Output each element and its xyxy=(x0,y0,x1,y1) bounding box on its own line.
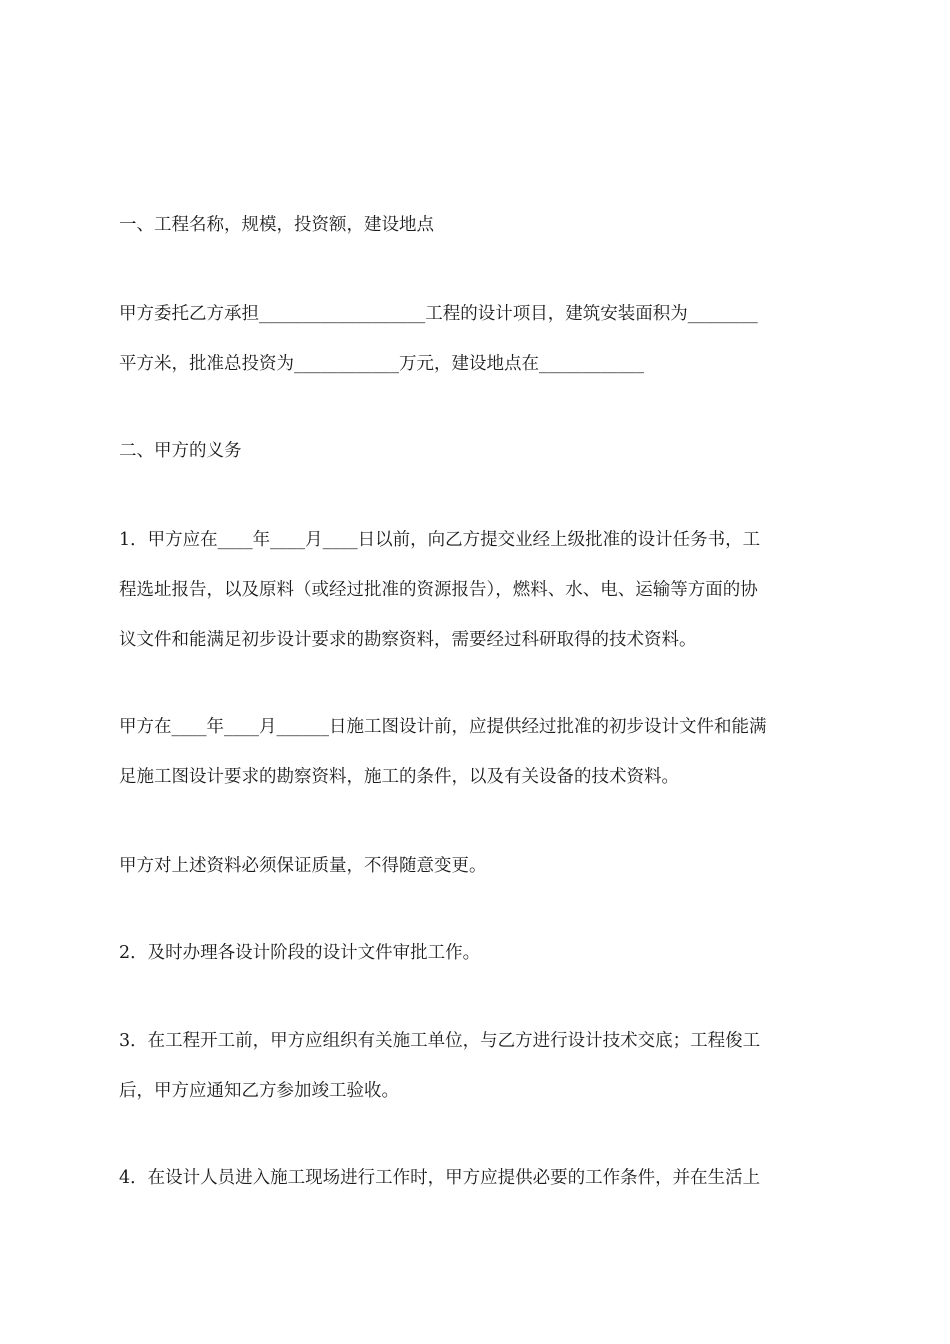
item-3-line-2: 后，甲方应通知乙方参加竣工验收。 xyxy=(119,1081,399,1101)
paragraph-2-line-2: 足施工图设计要求的勘察资料，施工的条件，以及有关设备的技术资料。 xyxy=(119,767,679,787)
paragraph-3-line-1: 甲方对上述资料必须保证质量，不得随意变更。 xyxy=(119,856,487,876)
item-2-line-1: 2．及时办理各设计阶段的设计文件审批工作。 xyxy=(119,943,481,963)
item-1-line-1: 1．甲方应在____年____月____日以前，向乙方提交业经上级批准的设计任务书，工 xyxy=(119,530,761,550)
section-2-heading: 二、甲方的义务 xyxy=(119,441,242,461)
paragraph-1-line-2: 平方米，批准总投资为____________万元，建设地点在____________ xyxy=(119,354,644,374)
item-4-line-1: 4．在设计人员进入施工现场进行工作时，甲方应提供必要的工作条件，并在生活上 xyxy=(119,1168,761,1188)
paragraph-1-line-1: 甲方委托乙方承担___________________工程的设计项目，建筑安装面积为________ xyxy=(119,304,758,324)
section-1-heading: 一、工程名称，规模，投资额，建设地点 xyxy=(119,215,434,235)
item-3-line-1: 3．在工程开工前，甲方应组织有关施工单位，与乙方进行设计技术交底；工程俊工 xyxy=(119,1031,761,1051)
item-1-line-3: 议文件和能满足初步设计要求的勘察资料，需要经过科研取得的技术资料。 xyxy=(119,630,697,650)
paragraph-2-line-1: 甲方在____年____月______日施工图设计前，应提供经过批准的初步设计文件和能满 xyxy=(119,717,767,737)
item-1-line-2: 程选址报告，以及原料（或经过批准的资源报告），燃料、水、电、运输等方面的协 xyxy=(119,580,758,600)
